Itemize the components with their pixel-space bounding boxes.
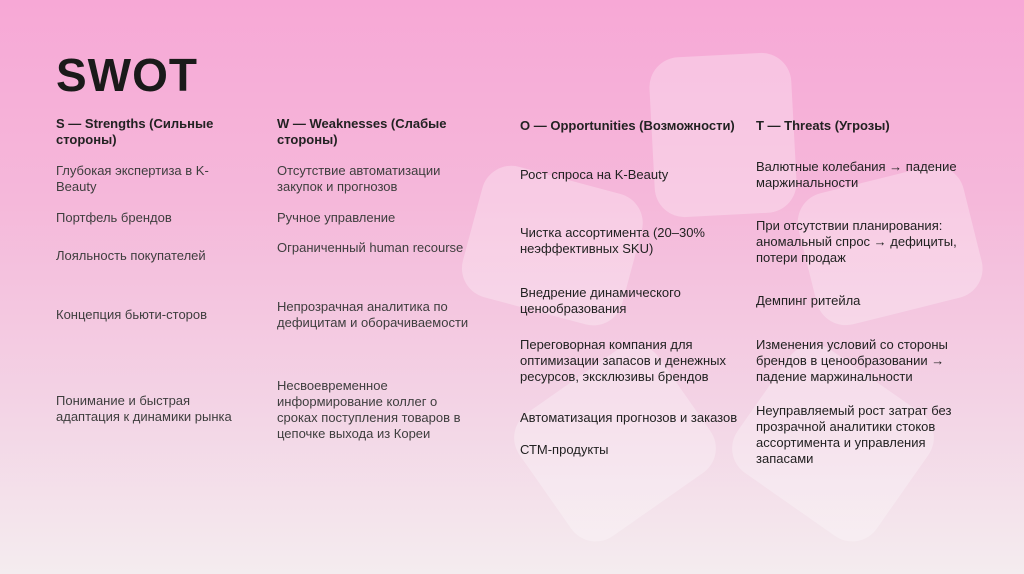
page-title: SWOT	[56, 49, 198, 101]
opportunities-header: O — Opportunities (Возможности)	[520, 118, 735, 133]
threats-item: Изменения условий со стороны брендов в ценообразовании → падение маржинальности	[756, 337, 948, 384]
strengths-item: Понимание и быстрая адаптация к динамики рынка	[56, 393, 232, 424]
threats-item: Неуправляемый рост затрат без прозрачной аналитики стоков ассортимента и управления запасами	[756, 403, 952, 466]
threats-item: При отсутствии планирования: аномальный спрос → дефициты, потери продаж	[756, 218, 957, 265]
strengths-item: Глубокая экспертиза в K-Beauty	[56, 163, 209, 194]
opportunities-item: Рост спроса на K-Beauty	[520, 167, 669, 182]
opportunities-item: Чистка ассортимента (20–30% неэффективных SKU)	[520, 225, 705, 256]
opportunities-item: Автоматизация прогнозов и заказов	[520, 410, 738, 425]
threats-item: Демпинг ритейла	[756, 293, 861, 308]
weaknesses-item: Ограниченный human recourse	[277, 240, 464, 255]
weaknesses-item: Непрозрачная аналитика по дефицитам и оборачиваемости	[277, 299, 469, 330]
strengths-item: Лояльность покупателей	[56, 248, 206, 263]
opportunities-item: Переговорная компания для оптимизации запасов и денежных ресурсов, эксклюзивы брендов	[520, 337, 726, 384]
opportunities-item: Внедрение динамического ценообразования	[520, 285, 681, 316]
flower-petal-top	[648, 51, 798, 218]
strengths-header: S — Strengths (Сильные стороны)	[56, 116, 214, 147]
strengths-item: Портфель брендов	[56, 210, 172, 225]
threats-header: T — Threats (Угрозы)	[756, 118, 890, 133]
weaknesses-item: Отсутствие автоматизации закупок и прогнозов	[277, 163, 441, 194]
weaknesses-item: Несвоевременное информирование коллег о сроках поступления товаров в цепочке выхода из Кореи	[277, 378, 461, 441]
threats-item: Валютные колебания → падение маржинальности	[756, 159, 957, 190]
weaknesses-header: W — Weaknesses (Слабые стороны)	[277, 116, 447, 147]
weaknesses-item: Ручное управление	[277, 210, 396, 225]
strengths-item: Концепция бьюти-сторов	[56, 307, 208, 322]
opportunities-item: СТМ-продукты	[520, 442, 609, 457]
